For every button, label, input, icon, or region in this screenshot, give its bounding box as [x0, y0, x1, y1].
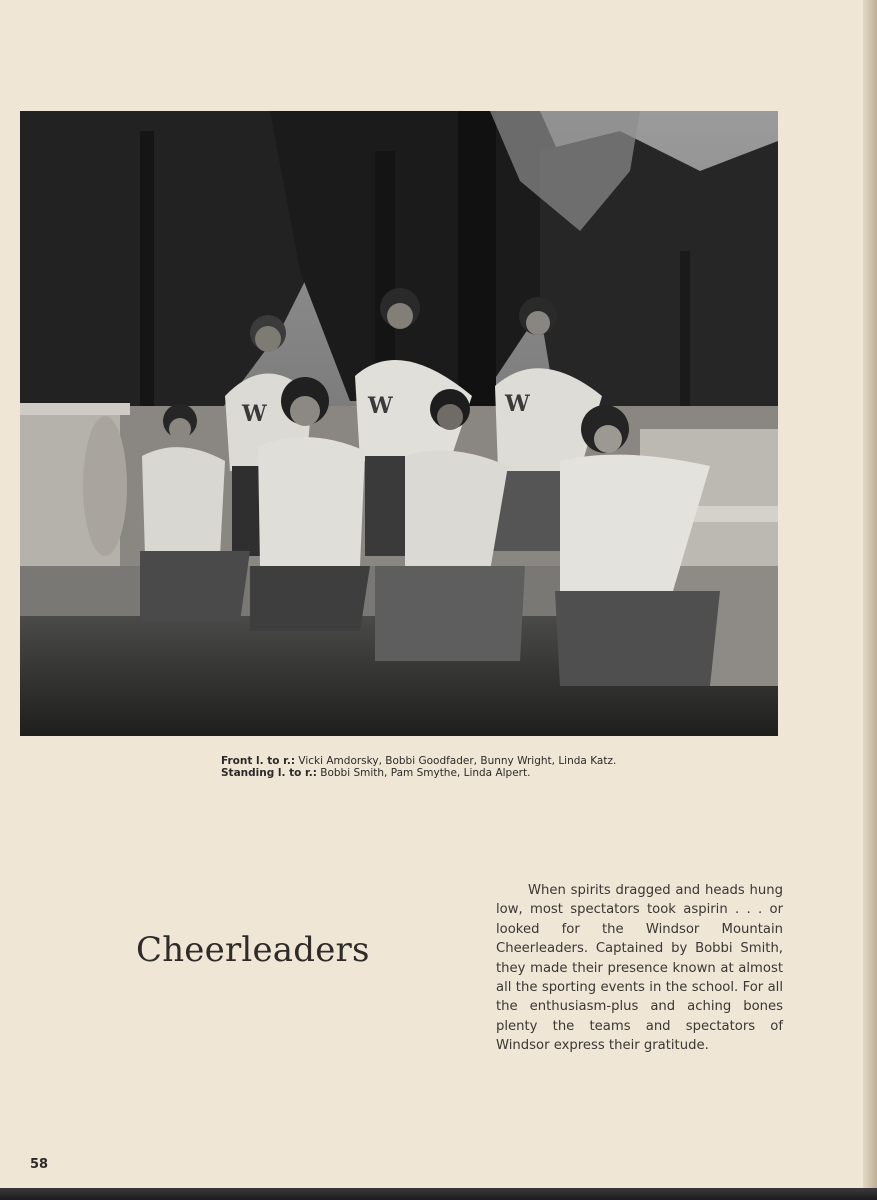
team-photo — [20, 111, 778, 736]
body-paragraph: When spirits dragged and heads hung low, most spectators took aspirin . . . or looked for the Windsor Mountain Cheerleaders. Captained by Bobbi Smith, they made their presence known at almost all the sporting events in the school. For all the enthusiasm-plus and aching bones plenty the teams and spectators of Windsor express their gratitude. — [496, 883, 783, 1054]
scan-bottom-edge — [0, 1188, 877, 1200]
body-text — [496, 881, 783, 1056]
caption-front-label: Front l. to r.: — [221, 755, 296, 767]
sweater-letter: W — [505, 391, 530, 417]
caption-standing-names: Bobbi Smith, Pam Smythe, Linda Alpert. — [320, 767, 531, 779]
page-edge — [863, 0, 877, 1200]
page-number: 58 — [30, 1157, 49, 1172]
photo-caption — [221, 755, 721, 779]
caption-standing-label: Standing l. to r.: — [221, 767, 317, 779]
sweater-letter: W — [242, 401, 267, 427]
caption-front-names: Vicki Amdorsky, Bobbi Goodfader, Bunny Wright, Linda Katz. — [298, 755, 617, 767]
caption-front-row — [221, 755, 721, 767]
caption-standing-row — [221, 767, 721, 779]
page-title: Cheerleaders — [136, 930, 370, 970]
sweater-letter: W — [368, 393, 393, 419]
